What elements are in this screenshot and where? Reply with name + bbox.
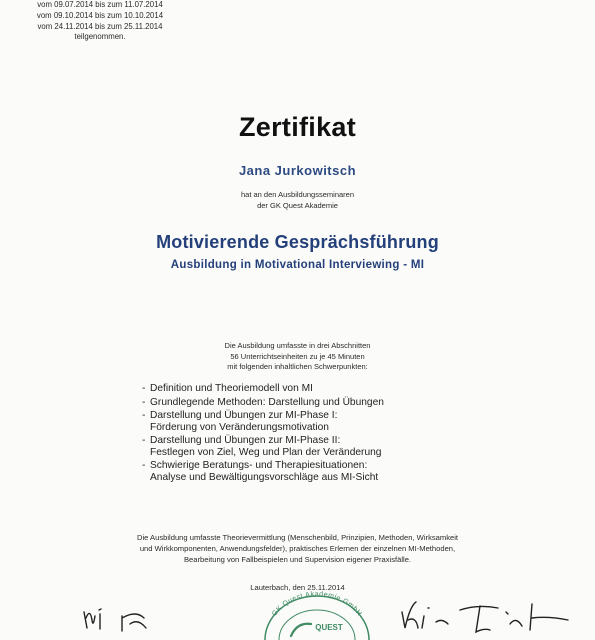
participation-note: teilgenommen. xyxy=(74,32,126,42)
date-range: vom 24.11.2014 bis zum 25.11.2014 xyxy=(37,21,163,31)
scope-text xyxy=(0,341,595,373)
date-range: vom 09.10.2014 bis zum 10.10.2014 xyxy=(36,10,164,20)
topic-item: - Definition und Theoriemodell von MI xyxy=(142,383,313,394)
summary-line: Bearbeitung von Fallbeispielen und Supervision eigener Praxisfälle. xyxy=(183,555,412,564)
course-title: Motivierende Gesprächsführung xyxy=(156,232,439,252)
signature-left-icon xyxy=(78,598,178,640)
topic-item: - Darstellung und Übungen zur MI-Phase II: Festlegen von Ziel, Weg und Plan der Veränderung xyxy=(142,435,382,458)
seminar-dates xyxy=(0,0,200,43)
topic-item: - Schwierige Beratungs- und Therapiesituationen: Analyse und Bewältigungsvorschläge aus MI-Sicht xyxy=(142,460,379,483)
topic-item: - Darstellung und Übungen zur MI-Phase I: Förderung von Veränderungsmotivation xyxy=(142,410,338,433)
intro-line: der GK Quest Akademie xyxy=(257,200,338,210)
svg-text:GK Quest Akademie GmbH: GK Quest Akademie GmbH xyxy=(271,590,363,618)
place-and-date: Lauterbach, den 25.11.2014 xyxy=(250,583,345,592)
topic-list xyxy=(142,383,502,485)
training-summary xyxy=(0,532,595,565)
certificate-title: Zertifikat xyxy=(238,112,357,142)
scope-line: mit folgenden inhaltlichen Schwerpunkten: xyxy=(227,362,368,371)
scope-line: Die Ausbildung umfasste in drei Abschnitten xyxy=(224,341,371,350)
svg-text:QUEST: QUEST xyxy=(315,623,343,632)
date-range: vom 09.07.2014 bis zum 11.07.2014 xyxy=(37,0,163,9)
scope-line: 56 Unterrichtseinheiten zu je 45 Minuten xyxy=(230,351,365,361)
summary-line: und Wirkkomponenten, Anwendungsfelder), praktisches Erlernen der einzelnen MI-Methoden, xyxy=(139,544,456,553)
summary-line: Die Ausbildung umfasste Theorievermittlung (Menschenbild, Prinzipien, Methoden, Wirksamkeit xyxy=(136,533,459,542)
company-stamp-icon xyxy=(257,578,377,640)
signature-right-icon xyxy=(398,594,588,640)
intro-text xyxy=(0,190,595,211)
recipient-name: Jana Jurkowitsch xyxy=(238,163,357,178)
intro-line: hat an den Ausbildungsseminaren xyxy=(241,190,354,199)
course-subtitle: Ausbildung in Motivational Interviewing - MI xyxy=(170,259,425,271)
topic-item: - Grundlegende Methoden: Darstellung und Übungen xyxy=(142,396,384,408)
